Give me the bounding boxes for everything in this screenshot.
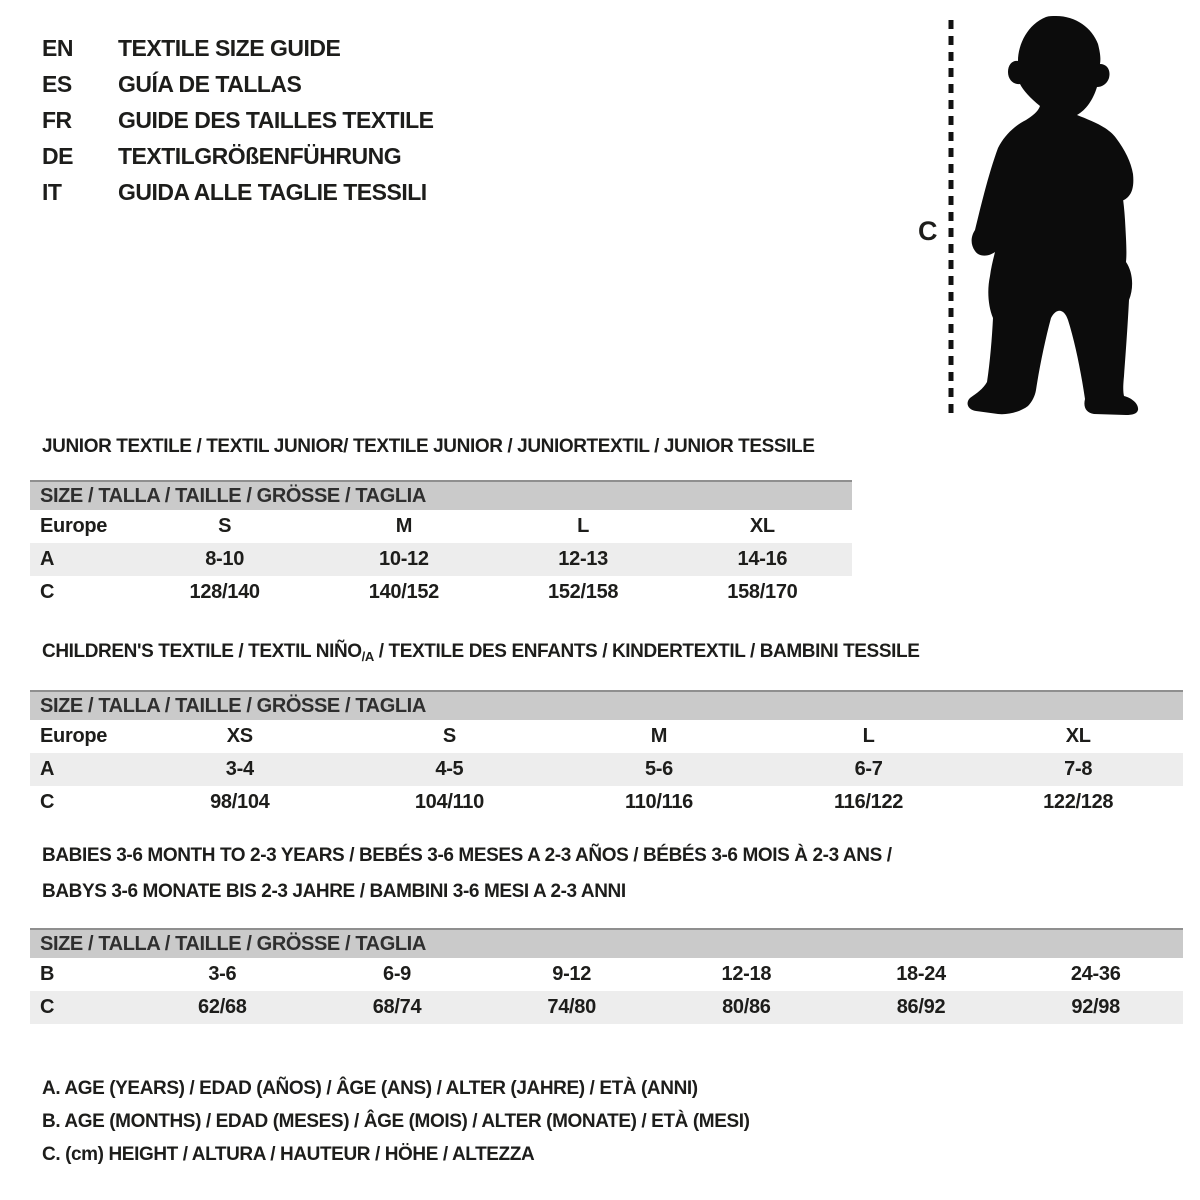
table-cell: 6-9 — [383, 963, 412, 985]
table-row — [30, 510, 852, 543]
table-cell: 62/68 — [198, 996, 247, 1018]
guide-title-it: GUIDA ALLE TAGLIE TESSILI — [118, 178, 427, 205]
table-cell: 116/122 — [834, 791, 904, 813]
junior-size-table — [30, 480, 852, 609]
table-cell: 12-13 — [558, 548, 608, 570]
table-cell: 152/158 — [548, 581, 619, 603]
table-cell: 122/128 — [1043, 791, 1114, 813]
table-cell: 3-4 — [225, 758, 254, 780]
babies-size-table — [30, 928, 1183, 1024]
table-cell: 3-6 — [208, 963, 237, 985]
junior-table-rows — [30, 510, 852, 609]
row-label: C — [40, 791, 55, 813]
table-cell: 92/98 — [1071, 996, 1120, 1018]
table-cell: L — [577, 515, 590, 537]
legend-notes — [42, 1072, 750, 1171]
row-label: A — [40, 758, 55, 780]
note-age-years: A. AGE (YEARS) / EDAD (AÑOS) / ÂGE (ANS) / ALTER (JAHRE) / ETÀ (ANNI) — [42, 1077, 698, 1099]
language-row-it — [42, 174, 434, 210]
table-row — [30, 786, 1183, 819]
table-cell: M — [395, 515, 413, 537]
row-label: C — [40, 581, 55, 603]
note-age-months: B. AGE (MONTHS) / EDAD (MESES) / ÂGE (MOIS) / ALTER (MONATE) / ETÀ (MESI) — [42, 1110, 750, 1132]
section-title-children — [42, 641, 919, 663]
table-cell: 12-18 — [721, 963, 772, 985]
babies-table-rows — [30, 958, 1183, 1024]
language-row-en — [42, 30, 434, 66]
size-header-bar: SIZE / TALLA / TAILLE / GRÖSSE / TAGLIA — [30, 690, 1183, 720]
table-row — [30, 720, 1183, 753]
guide-title-de: TEXTILGRÖßENFÜHRUNG — [118, 142, 402, 169]
language-title-list — [42, 30, 434, 210]
table-cell: 80/86 — [722, 996, 771, 1018]
row-label: B — [40, 963, 55, 985]
guide-title-en: TEXTILE SIZE GUIDE — [118, 34, 341, 61]
table-cell: 18-24 — [896, 963, 946, 985]
language-row-fr — [42, 102, 434, 138]
language-code: FR — [42, 106, 72, 133]
size-header-bar: SIZE / TALLA / TAILLE / GRÖSSE / TAGLIA — [30, 928, 1183, 958]
row-label: Europe — [40, 515, 108, 537]
row-label: A — [40, 548, 55, 570]
table-cell: M — [650, 725, 668, 747]
language-code: EN — [42, 34, 73, 61]
table-cell: 110/116 — [624, 791, 693, 813]
section-title-babies-line2: BABYS 3-6 MONATE BIS 2-3 JAHRE / BAMBINI 3-6 MESI A 2-3 ANNI — [42, 881, 626, 902]
table-cell: 86/92 — [896, 996, 946, 1018]
size-header-bar: SIZE / TALLA / TAILLE / GRÖSSE / TAGLIA — [30, 480, 852, 510]
height-measure-label: C — [918, 216, 938, 246]
table-cell: 5-6 — [644, 758, 673, 780]
language-code: IT — [42, 178, 62, 205]
baby-silhouette-illustration — [880, 0, 1200, 440]
table-cell: 10-12 — [379, 548, 429, 570]
table-row — [30, 991, 1183, 1024]
baby-silhouette — [968, 16, 1139, 415]
table-cell: 128/140 — [189, 581, 260, 603]
table-cell: 68/74 — [372, 996, 422, 1018]
table-cell: S — [442, 725, 456, 747]
table-row — [30, 753, 1183, 786]
table-row — [30, 543, 852, 576]
table-cell: S — [218, 515, 232, 537]
table-cell: 9-12 — [552, 963, 592, 985]
table-row — [30, 576, 852, 609]
title-subscript: /A — [361, 649, 374, 664]
table-cell: 14-16 — [737, 548, 788, 570]
table-cell: 140/152 — [368, 581, 439, 603]
table-cell: 24-36 — [1070, 963, 1121, 985]
language-code: ES — [42, 70, 72, 97]
section-title-babies-line1: BABIES 3-6 MONTH TO 2-3 YEARS / BEBÉS 3-6 MESES A 2-3 AÑOS / BÉBÉS 3-6 MOIS À 2-3 ANS / — [42, 845, 892, 866]
table-cell: 4-5 — [435, 758, 464, 780]
table-cell: L — [862, 725, 875, 747]
table-cell: 8-10 — [205, 548, 245, 570]
guide-title-es: GUÍA DE TALLAS — [118, 70, 302, 97]
table-cell: 158/170 — [727, 581, 798, 603]
guide-title-fr: GUIDE DES TAILLES TEXTILE — [118, 106, 434, 133]
section-title-junior: JUNIOR TEXTILE / TEXTIL JUNIOR/ TEXTILE JUNIOR / JUNIORTEXTIL / JUNIOR TESSILE — [42, 436, 815, 457]
height-measure-figure — [880, 0, 1200, 440]
language-row-de — [42, 138, 434, 174]
table-cell: 74/80 — [547, 996, 596, 1018]
table-cell: 6-7 — [854, 758, 883, 780]
table-cell: 104/110 — [414, 791, 484, 813]
row-label: C — [40, 996, 55, 1018]
table-cell: XL — [1065, 725, 1091, 747]
table-cell: XL — [749, 515, 775, 537]
note-height-cm: C. (cm) HEIGHT / ALTURA / HAUTEUR / HÖHE / ALTEZZA — [42, 1143, 535, 1165]
title-text: CHILDREN'S TEXTILE / TEXTIL NIÑO — [42, 641, 362, 662]
language-code: DE — [42, 142, 73, 169]
children-size-table — [30, 690, 1183, 819]
children-table-rows — [30, 720, 1183, 819]
title-text: / TEXTILE DES ENFANTS / KINDERTEXTIL / BAMBINI TESSILE — [373, 641, 920, 662]
table-row — [30, 958, 1183, 991]
table-cell: XS — [226, 725, 253, 747]
language-row-es — [42, 66, 434, 102]
row-label: Europe — [40, 725, 108, 747]
table-cell: 98/104 — [210, 791, 270, 813]
table-cell: 7-8 — [1064, 758, 1093, 780]
